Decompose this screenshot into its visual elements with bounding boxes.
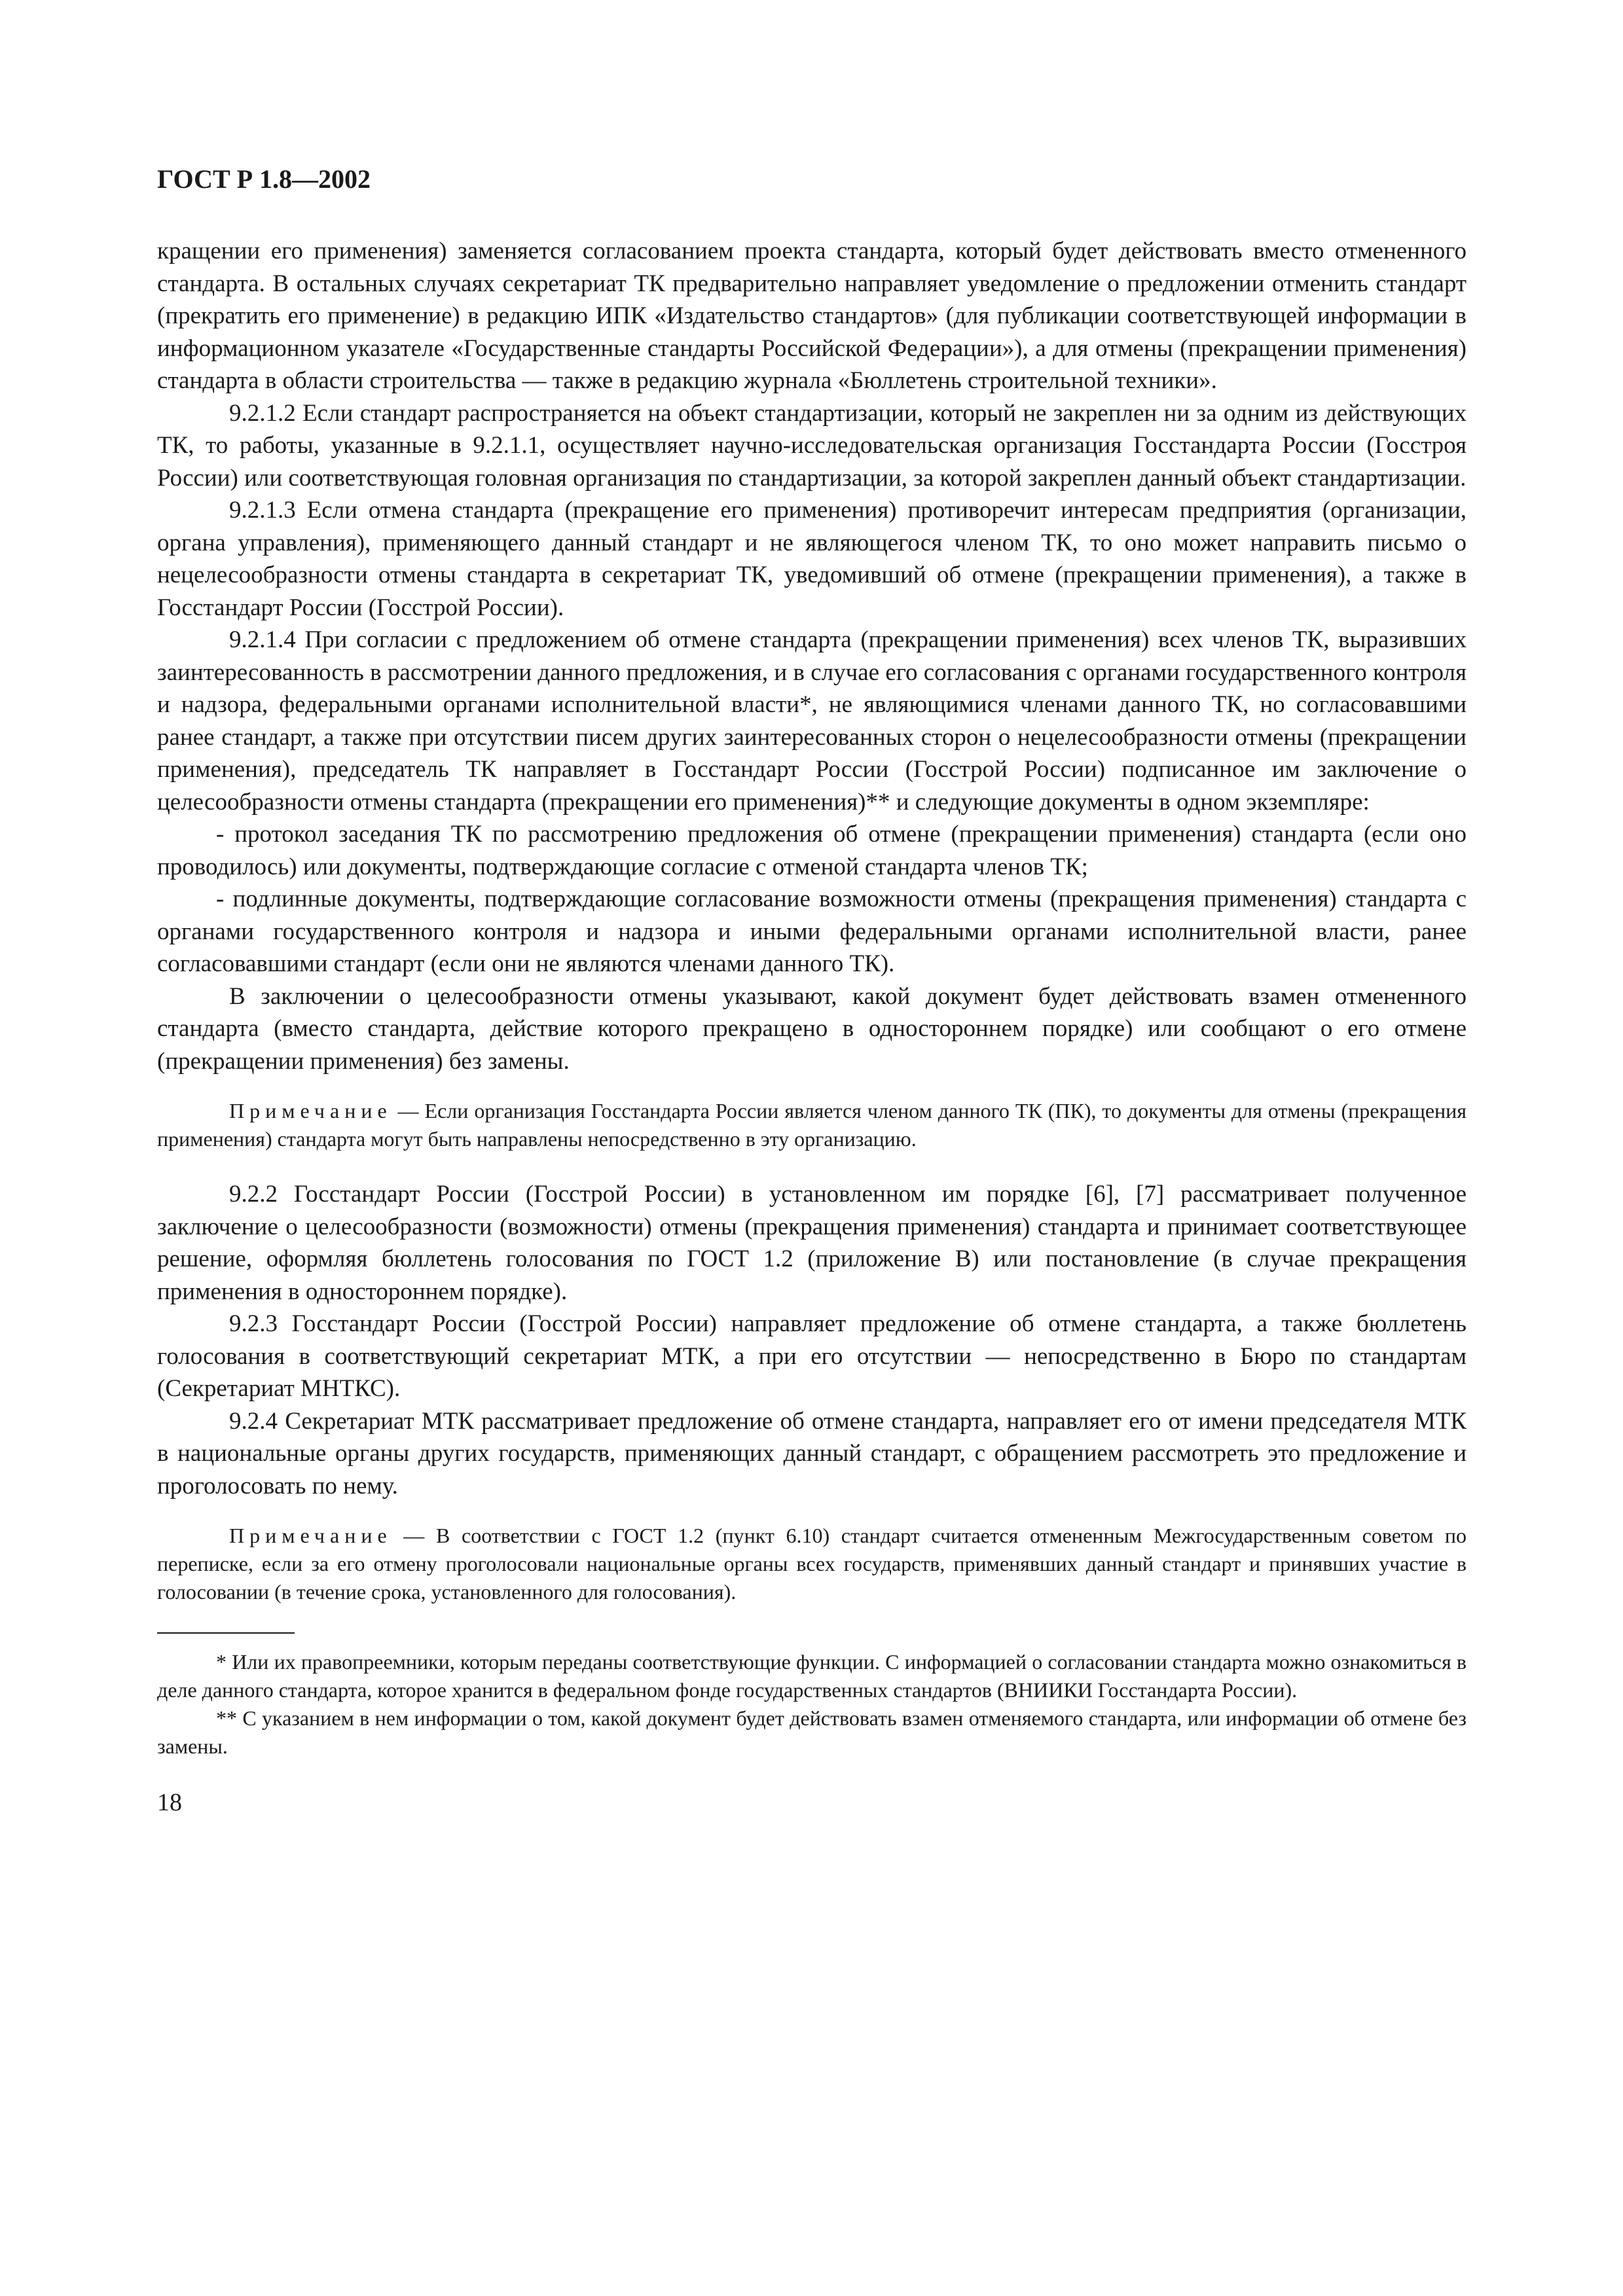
paragraph-9-2-3: 9.2.3 Госстандарт России (Госстрой России) направляет предложение об отмене стандарта, а также бюллетень голосования в соответствующий секретариат МТК, а при его отсутствии — непосредственно в Бюро по стандартам (Секретариат МНТКС). xyxy=(157,1310,1467,1402)
paragraph-9-2-1-2: 9.2.1.2 Если стандарт распространяется на объект стандартизации, который не закреплен ни за одним из действующих ТК, то работы, указанные в 9.2.1.1, осуществляет научно-исследовательская организация Госстандарта России (Госстроя России) или соответствующая головная организация по стандартизации, за которой закреплен данный объект стандартизации. xyxy=(157,399,1467,492)
note-1 xyxy=(157,1097,1467,1153)
footnote-1: * Или их правопреемники, которым переданы соответствующие функции. С информацией о согласовании стандарта можно ознакомиться в деле данного стандарта, которое хранится в федеральном фонде государственных стандартов (ВНИИКИ Госстандарта России). xyxy=(157,1650,1467,1702)
paragraph-conclusion: В заключении о целесообразности отмены указывают, какой документ будет действовать взамен отмененного стандарта (вместо стандарта, действие которого прекращено в одностороннем порядке) или сообщают о его отмене (прекращении применения) без замены. xyxy=(157,982,1467,1075)
paragraph-9-2-4: 9.2.4 Секретариат МТК рассматривает предложение об отмене стандарта, направляет его от имени председателя МТК в национальные органы других государств, применяющих данный стандарт, с обращением рассмотреть это предложение и проголосовать по нему. xyxy=(157,1407,1467,1499)
note-1-label: Примечание xyxy=(229,1099,392,1122)
body-section-a xyxy=(157,235,1467,1077)
paragraph-9-2-1-4: 9.2.1.4 При согласии с предложением об отмене стандарта (прекращении применения) всех членов ТК, выразивших заинтересованность в рассмотрении данного предложения, и в случае его согласования с органами государственного контроля и надзора, федеральными органами исполнительной власти*, не являющимися членами данного ТК, но согласовавшими ранее стандарт, а также при отсутствии писем других заинтересованных сторон о нецелесообразности отмены (прекращении применения), председатель ТК направляет в Госстандарт России (Госстрой России) подписанное им заключение о целесообразности отмены стандарта (прекращении его применения)** и следующие документы в одном экземпляре: xyxy=(157,626,1467,816)
document-page xyxy=(157,164,1467,1817)
note-2-label: Примечание xyxy=(229,1524,392,1547)
page-number: 18 xyxy=(157,1789,182,1816)
footnotes xyxy=(157,1648,1467,1761)
footnote-2: ** С указанием в нем информации о том, какой документ будет действовать взамен отменяемого стандарта, или информации об отмене без замены. xyxy=(157,1706,1467,1758)
document-header: ГОСТ Р 1.8—2002 xyxy=(157,164,371,194)
list-item-documents: - подлинные документы, подтверждающие согласование возможности отмены (прекращения применения) стандарта с органами государственного контроля и надзора и иными федеральными органами исполнительной власти, ранее согласовавшими стандарт (если они не являются членами данного ТК). xyxy=(157,886,1467,977)
list-item-protocol: - протокол заседания ТК по рассмотрению предложения об отмене (прекращении применения) стандарта (если оно проводилось) или документы, подтверждающие согласие с отменой стандарта членов ТК; xyxy=(157,821,1467,880)
body-section-b xyxy=(157,1178,1467,1502)
note-2-text: — В соответствии с ГОСТ 1.2 (пункт 6.10) стандарт считается отмененным Межгосударственным советом по переписке, если за его отмену проголосовали национальные органы всех государств, применявших данный стандарт и принявших участие в голосовании (в течение срока, установленного для голосования). xyxy=(157,1524,1467,1604)
paragraph-9-2-1-3: 9.2.1.3 Если отмена стандарта (прекращение его применения) противоречит интересам предприятия (организации, органа управления), применяющего данный стандарт и не являющегося членом ТК, то оно может направить письмо о нецелесообразности отмены стандарта в секретариат ТК, уведомивший об отмене (прекращении применения), а также в Госстандарт России (Госстрой России). xyxy=(157,497,1467,621)
note-2 xyxy=(157,1522,1467,1606)
paragraph-continuation: кращении его применения) заменяется согласованием проекта стандарта, который будет действовать вместо отмененного стандарта. В остальных случаях секретариат ТК предварительно направляет уведомление о предложении отменить стандарт (прекратить его применение) в редакцию ИПК «Издательство стандартов» (для публикации соответствующей информации в информационном указателе «Государственные стандарты Российской Федерации»), а для отмены (прекращении применения) стандарта в области строительства — также в редакцию журнала «Бюллетень строительной техники». xyxy=(157,238,1467,394)
paragraph-9-2-2: 9.2.2 Госстандарт России (Госстрой России) в установленном им порядке [6], [7] рассматривает полученное заключение о целесообразности (возможности) отмены (прекращения применения) стандарта и принимает соответствующее решение, оформляя бюллетень голосования по ГОСТ 1.2 (приложение В) или постановление (в случае прекращения применения в одностороннем порядке). xyxy=(157,1181,1467,1305)
footnote-divider xyxy=(157,1632,295,1634)
note-1-text: — Если организация Госстандарта России является членом данного ТК (ПК), то документы для отмены (прекращения применения) стандарта могут быть направлены непосредственно в эту организацию. xyxy=(157,1099,1467,1151)
